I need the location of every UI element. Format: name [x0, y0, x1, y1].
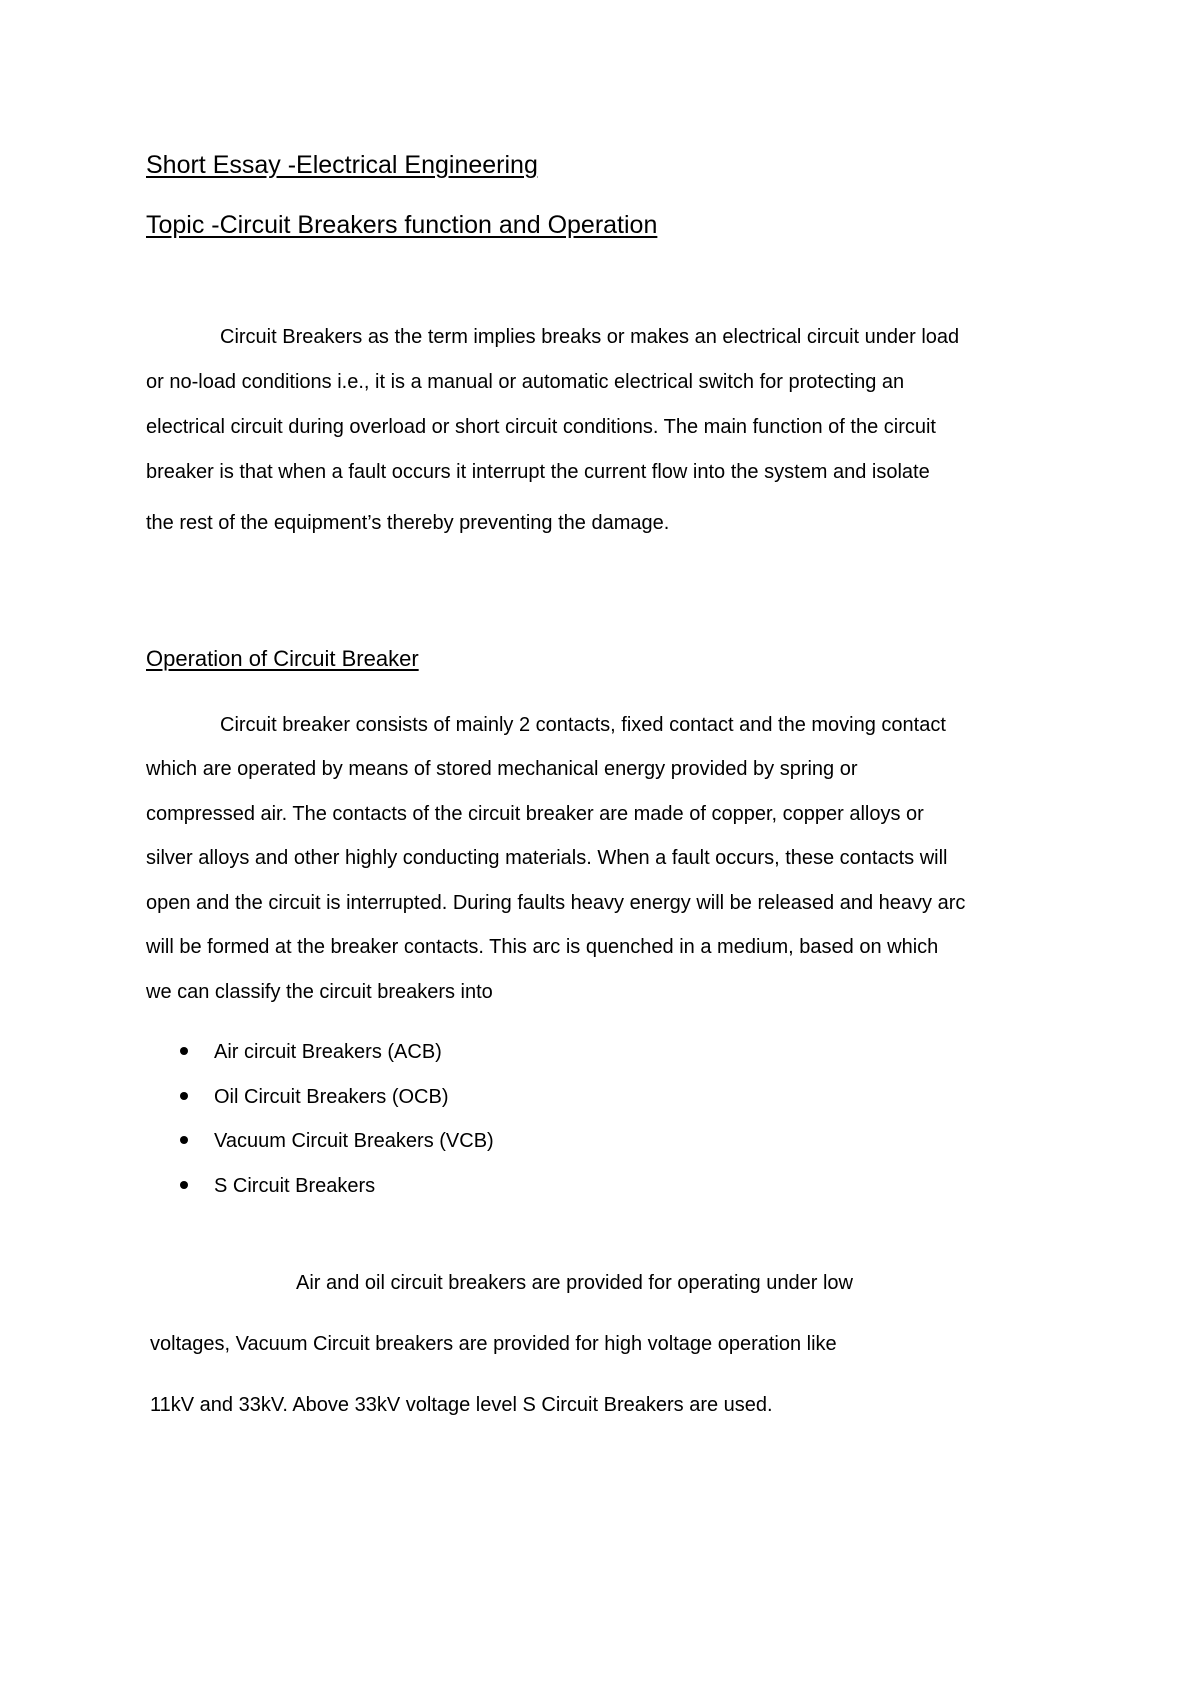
operation-heading: Operation of Circuit Breaker [146, 646, 419, 671]
bullet-icon [180, 1136, 188, 1144]
list-item [180, 1085, 448, 1109]
closing-line: Air and oil circuit breakers are provided for operating under low [296, 1272, 853, 1294]
bullet-icon [180, 1181, 188, 1189]
list-item-label: S Circuit Breakers [214, 1175, 376, 1197]
essay-title: Short Essay -Electrical Engineering [146, 151, 538, 179]
operation-line: open and the circuit is interrupted. During faults heavy energy will be released and heavy arc [146, 892, 966, 914]
list-item [180, 1129, 494, 1153]
essay-topic: Topic -Circuit Breakers function and Operation [146, 211, 658, 239]
list-item-label: Air circuit Breakers (ACB) [214, 1041, 442, 1063]
list-item [180, 1040, 442, 1064]
bullet-icon [180, 1092, 188, 1100]
list-item-label: Oil Circuit Breakers (OCB) [214, 1086, 449, 1108]
list-item-label: Vacuum Circuit Breakers (VCB) [214, 1130, 494, 1152]
intro-line: or no-load conditions i.e., it is a manual or automatic electrical switch for protecting an [146, 371, 905, 393]
intro-line: the rest of the equipment’s thereby preventing the damage. [146, 512, 670, 534]
intro-line: electrical circuit during overload or short circuit conditions. The main function of the circuit [146, 416, 936, 438]
operation-line: silver alloys and other highly conducting materials. When a fault occurs, these contacts will [146, 847, 948, 869]
intro-line: breaker is that when a fault occurs it interrupt the current flow into the system and isolate [146, 461, 930, 483]
operation-line: which are operated by means of stored mechanical energy provided by spring or [146, 758, 858, 780]
operation-line: Circuit breaker consists of mainly 2 contacts, fixed contact and the moving contact [220, 714, 946, 736]
operation-line: compressed air. The contacts of the circuit breaker are made of copper, copper alloys or [146, 803, 924, 825]
operation-line: we can classify the circuit breakers into [146, 981, 493, 1003]
closing-line: voltages, Vacuum Circuit breakers are provided for high voltage operation like [150, 1333, 837, 1355]
bullet-icon [180, 1047, 188, 1055]
closing-line: 11kV and 33kV. Above 33kV voltage level S Circuit Breakers are used. [150, 1394, 773, 1416]
intro-line: Circuit Breakers as the term implies breaks or makes an electrical circuit under load [220, 326, 960, 348]
operation-line: will be formed at the breaker contacts. This arc is quenched in a medium, based on which [146, 936, 939, 958]
list-item [180, 1174, 375, 1198]
